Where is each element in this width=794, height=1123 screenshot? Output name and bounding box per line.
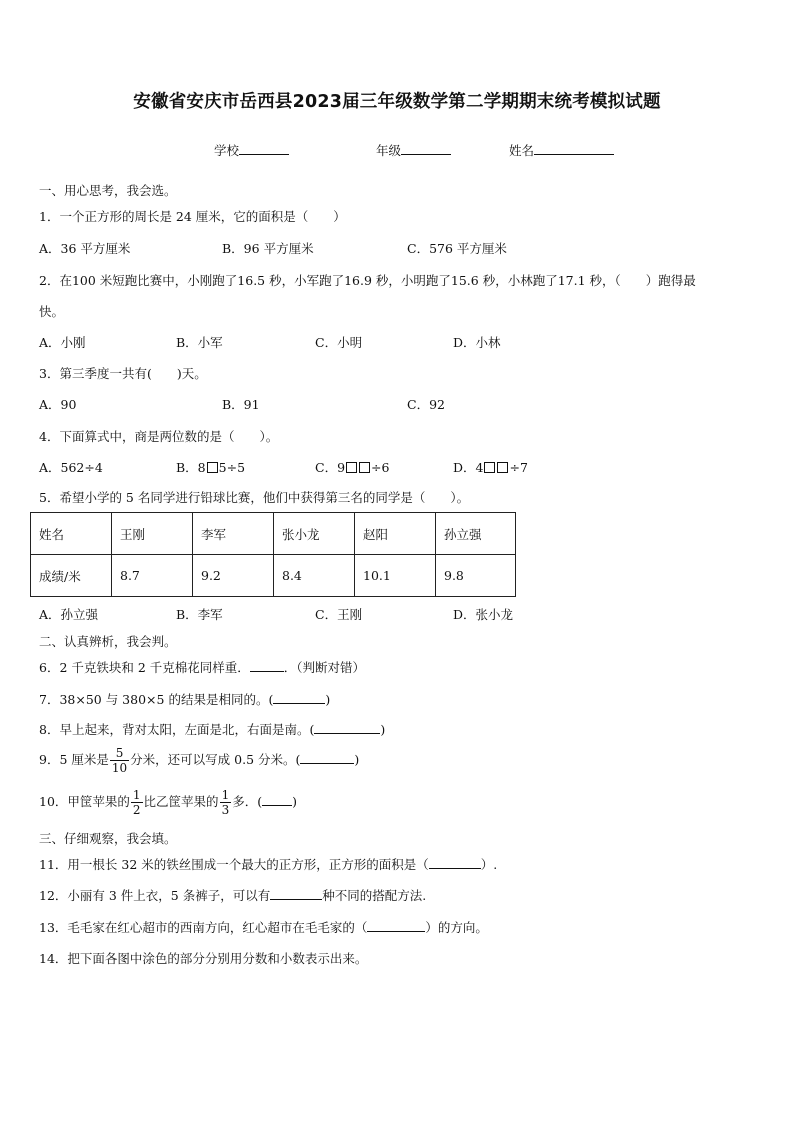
q6-text-end: ．（判断对错） <box>283 660 366 675</box>
section-1-heading: 一、用心思考，我会选。 <box>39 183 177 198</box>
q4-option-d[interactable] <box>453 458 528 476</box>
q3-option-b[interactable]: B．91 <box>222 397 260 412</box>
section-2-heading: 二、认真辨析，我会判。 <box>39 634 177 649</box>
fraction-denominator: 10 <box>111 761 128 775</box>
fraction-denominator: 2 <box>132 803 141 817</box>
q4-b-prefix: B．8 <box>176 460 206 475</box>
q13-answer-blank[interactable] <box>367 919 425 932</box>
fraction-numerator: 1 <box>221 788 230 802</box>
q5-option-c[interactable]: C．王刚 <box>315 607 363 622</box>
question-7 <box>39 690 330 708</box>
digit-box-icon <box>497 462 508 473</box>
q10-answer-blank[interactable] <box>262 793 292 806</box>
section-3-heading: 三、仔细观察，我会填。 <box>39 831 177 846</box>
question-13 <box>39 918 488 936</box>
score-table <box>30 512 516 597</box>
q2-option-d[interactable]: D．小林 <box>453 335 501 350</box>
q13-text: 13．毛毛家在红心超市的西南方向，红心超市在毛毛家的（ <box>39 920 368 935</box>
question-14: 14．把下面各图中涂色的部分分别用分数和小数表示出来。 <box>39 951 368 966</box>
q8-answer-blank[interactable] <box>314 721 380 734</box>
q9-answer-blank[interactable] <box>300 751 354 764</box>
q6-answer-blank[interactable] <box>250 659 284 672</box>
digit-box-icon <box>207 462 218 473</box>
q12-answer-blank[interactable] <box>270 887 322 900</box>
q7-answer-blank[interactable] <box>273 691 325 704</box>
q1-option-b[interactable]: B．96 平方厘米 <box>222 241 314 256</box>
table-cell: 姓名 <box>31 513 112 555</box>
q13-text-end: ）的方向。 <box>425 920 488 935</box>
school-label: 学校 <box>214 143 240 158</box>
grade-field <box>376 141 451 159</box>
table-cell: 赵阳 <box>355 513 436 555</box>
question-1: 1．一个正方形的周长是 24 厘米，它的面积是（ ） <box>39 209 346 224</box>
question-9 <box>39 746 359 775</box>
grade-blank[interactable] <box>401 142 451 155</box>
q4-option-c[interactable] <box>315 458 389 476</box>
q11-text: 11．用一根长 32 米的铁丝围成一个最大的正方形，正方形的面积是（ <box>39 857 429 872</box>
question-2-line-1: 2．在100 米短跑比赛中，小刚跑了16.5 秒，小军跑了16.9 秒，小明跑了15.6 秒，小林跑了17.1 秒，（ ）跑得最 <box>39 273 696 288</box>
table-cell: 9.2 <box>193 555 274 597</box>
name-blank[interactable] <box>534 142 614 155</box>
q5-option-b[interactable]: B．李军 <box>176 607 223 622</box>
table-cell: 成绩/米 <box>31 555 112 597</box>
q10-text-post: 多．( <box>232 794 263 809</box>
digit-box-icon <box>346 462 357 473</box>
q12-text-end: 种不同的搭配方法. <box>322 888 427 903</box>
question-5: 5．希望小学的 5 名同学进行铅球比赛，他们中获得第三名的同学是（ ）。 <box>39 490 470 505</box>
table-row <box>31 555 516 597</box>
q11-answer-blank[interactable] <box>429 856 481 869</box>
q2-option-c[interactable]: C．小明 <box>315 335 363 350</box>
fraction-one-half <box>131 788 143 817</box>
fraction-five-tenths <box>110 746 129 775</box>
q6-text: 6．2 千克铁块和 2 千克棉花同样重． <box>39 660 250 675</box>
q9-text: 9．5 厘米是 <box>39 752 109 767</box>
question-2-line-2: 快。 <box>39 304 65 319</box>
q2-option-b[interactable]: B．小军 <box>176 335 223 350</box>
q4-option-b[interactable] <box>176 458 245 476</box>
question-4: 4．下面算式中，商是两位数的是（ ）。 <box>39 429 279 444</box>
fraction-one-third <box>220 788 232 817</box>
q8-text-end: ) <box>380 722 386 737</box>
digit-box-icon <box>359 462 370 473</box>
question-12 <box>39 886 426 904</box>
name-field <box>509 141 614 159</box>
q10-text: 10．甲筐苹果的 <box>39 794 130 809</box>
fraction-numerator: 1 <box>132 788 141 802</box>
table-cell: 李军 <box>193 513 274 555</box>
table-header-row <box>31 513 516 555</box>
q10-text-mid: 比乙筐苹果的 <box>143 794 219 809</box>
digit-box-icon <box>484 462 495 473</box>
q1-option-a[interactable]: A．36 平方厘米 <box>39 241 131 256</box>
school-field <box>214 141 289 159</box>
q3-option-a[interactable]: A．90 <box>39 397 77 412</box>
table-cell: 8.7 <box>112 555 193 597</box>
q4-option-a[interactable]: A．562÷4 <box>39 460 103 475</box>
q4-b-suffix: 5÷5 <box>218 460 246 475</box>
q12-text: 12．小丽有 3 件上衣，5 条裤子，可以有 <box>39 888 271 903</box>
q4-d-prefix: D．4 <box>453 460 484 475</box>
page-title: 安徽省安庆市岳西县2023届三年级数学第二学期期末统考模拟试题 <box>133 92 661 112</box>
table-cell: 孙立强 <box>436 513 516 555</box>
q10-text-end: ) <box>292 794 297 809</box>
q9-text-end: ) <box>354 752 360 767</box>
question-6 <box>39 658 365 676</box>
table-cell: 王刚 <box>112 513 193 555</box>
q5-option-a[interactable]: A．孙立强 <box>39 607 99 622</box>
grade-label: 年级 <box>376 143 402 158</box>
question-10 <box>39 788 297 817</box>
table-cell: 10.1 <box>355 555 436 597</box>
table-cell: 8.4 <box>274 555 355 597</box>
question-11 <box>39 855 497 873</box>
q4-c-prefix: C．9 <box>315 460 346 475</box>
q3-option-c[interactable]: C．92 <box>407 397 445 412</box>
q7-text: 7．38×50 与 380×5 的结果是相同的。( <box>39 692 274 707</box>
q4-d-suffix: ÷7 <box>509 460 528 475</box>
q11-text-end: ）. <box>480 857 498 872</box>
school-blank[interactable] <box>239 142 289 155</box>
name-label: 姓名 <box>509 143 535 158</box>
q5-option-d[interactable]: D．张小龙 <box>453 607 514 622</box>
q8-text: 8．早上起来，背对太阳，左面是北，右面是南。( <box>39 722 315 737</box>
q2-option-a[interactable]: A．小刚 <box>39 335 86 350</box>
fraction-denominator: 3 <box>221 803 230 817</box>
q7-text-end: ) <box>325 692 331 707</box>
question-8 <box>39 720 385 738</box>
question-3: 3．第三季度一共有( )天。 <box>39 366 207 381</box>
fraction-numerator: 5 <box>110 746 129 761</box>
q1-option-c[interactable]: C．576 平方厘米 <box>407 241 507 256</box>
table-cell: 张小龙 <box>274 513 355 555</box>
q9-text-mid: 分米，还可以写成 0.5 分米。( <box>130 752 301 767</box>
q4-c-suffix: ÷6 <box>371 460 390 475</box>
table-cell: 9.8 <box>436 555 516 597</box>
